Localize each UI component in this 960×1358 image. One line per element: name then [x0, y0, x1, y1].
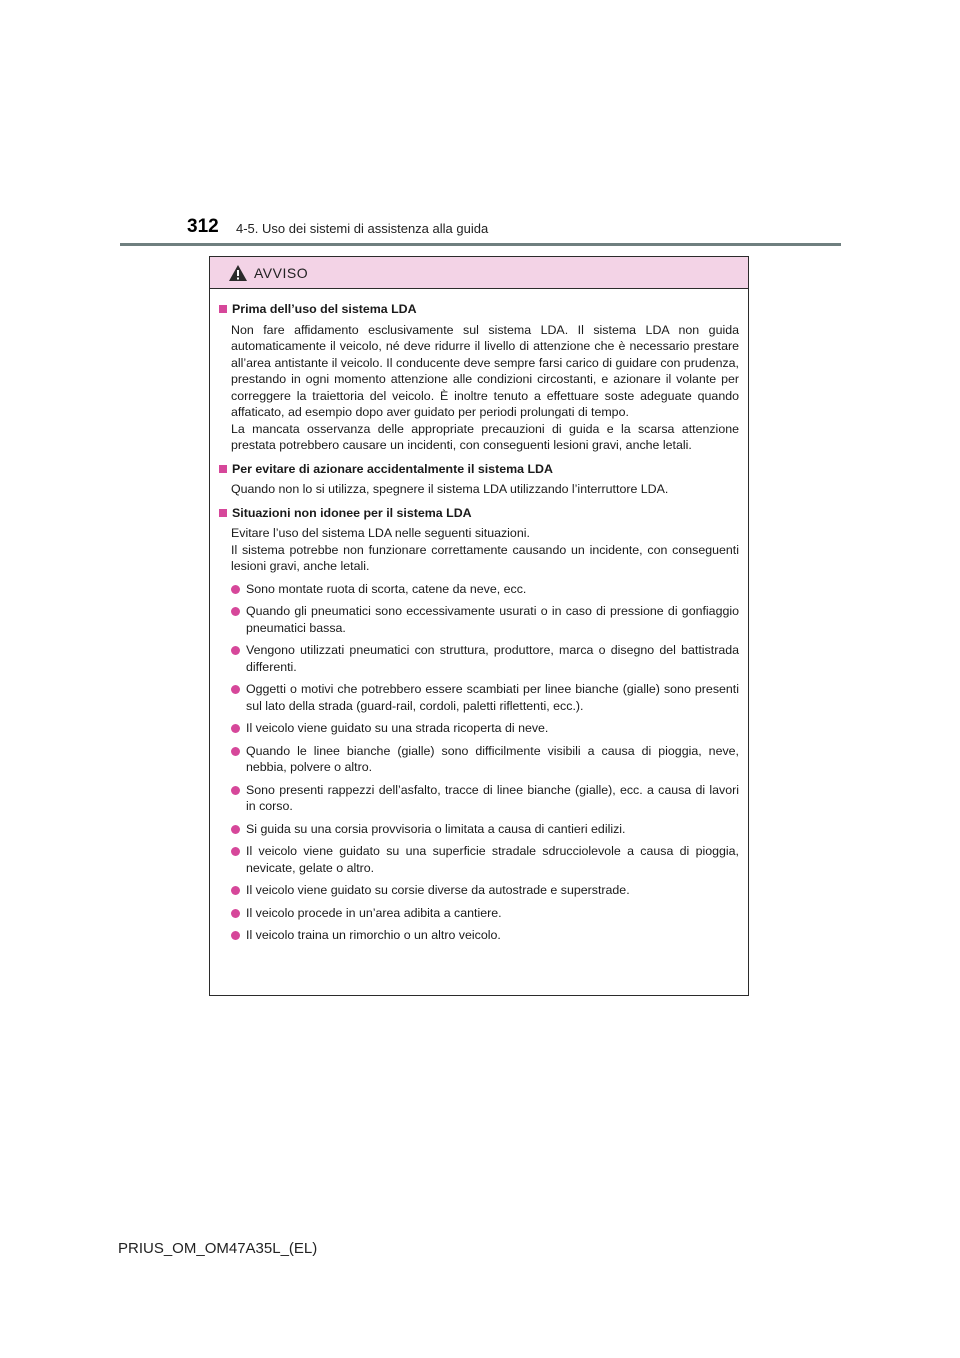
square-bullet-icon	[219, 509, 227, 517]
list-item: Quando le linee bianche (gialle) sono difficilmente visibili a causa di pioggia, neve, nebbia, polvere o altro.	[231, 743, 739, 776]
round-bullet-icon	[231, 786, 240, 795]
warning-box	[209, 256, 749, 996]
round-bullet-icon	[231, 931, 240, 940]
section-paragraph: Quando non lo si utilizza, spegnere il sistema LDA utilizzando l’interruttore LDA.	[231, 482, 669, 496]
round-bullet-icon	[231, 646, 240, 655]
list-item: Quando gli pneumatici sono eccessivamente usurati o in caso di pressione di gonfiaggio pneumatici bassa.	[231, 603, 739, 636]
round-bullet-icon	[231, 747, 240, 756]
section-title: 4-5. Uso dei sistemi di assistenza alla guida	[236, 221, 489, 236]
section-heading	[219, 301, 739, 318]
round-bullet-icon	[231, 909, 240, 918]
section-paragraph: Non fare affidamento esclusivamente sul sistema LDA. Il sistema LDA non guida automaticamente il veicolo, né deve ridurre il livello di attenzione che è necessario prestare all’area antistante il veicolo. Il conducente deve sempre farsi carico di guidare con prudenza, prestando in ogni momento attenzione alle condizioni circostanti, e azionare il volante per correggere la traiettoria del veicolo. È inoltre tenuto a effettuare soste adeguate quando affaticato, ad esempio dopo aver guidato per periodi prolungati di tempo.	[231, 322, 739, 419]
section-heading-text: Per evitare di azionare accidentalmente il sistema LDA	[232, 461, 553, 476]
section-unsuitable-situations	[219, 505, 739, 944]
section-heading-text: Prima dell’uso del sistema LDA	[232, 302, 417, 316]
page-number: 312	[187, 216, 219, 237]
list-item: Il veicolo traina un rimorchio o un altro veicolo.	[231, 927, 739, 944]
round-bullet-icon	[231, 886, 240, 895]
section-heading-text: Situazioni non idonee per il sistema LDA	[232, 505, 472, 520]
list-item: Il veicolo viene guidato su una strada ricoperta di neve.	[231, 720, 739, 737]
section-paragraph: Il sistema potrebbe non funzionare correttamente causando un incidente, con conseguenti lesioni gravi, anche letali.	[231, 542, 739, 573]
list-item: Il veicolo viene guidato su una superficie stradale sdrucciolevole a causa di pioggia, nevicate, gelate o altro.	[231, 843, 739, 876]
warning-body	[210, 289, 748, 944]
square-bullet-icon	[219, 465, 227, 473]
round-bullet-icon	[231, 607, 240, 616]
list-item: Sono presenti rappezzi dell’asfalto, tracce di linee bianche (gialle), ecc. a causa di lavori in corso.	[231, 782, 739, 815]
round-bullet-icon	[231, 585, 240, 594]
list-item: Vengono utilizzati pneumatici con struttura, produttore, marca o disegno del battistrada differenti.	[231, 642, 739, 675]
warning-header	[210, 257, 748, 289]
section-before-use	[219, 301, 739, 454]
section-heading	[219, 461, 739, 478]
section-avoid-accidental-activation	[219, 461, 739, 498]
header-divider	[120, 243, 841, 246]
square-bullet-icon	[219, 305, 227, 313]
warning-title: AVVISO	[254, 264, 309, 281]
list-item: Sono montate ruota di scorta, catene da neve, ecc.	[231, 581, 739, 598]
list-item: Oggetti o motivi che potrebbero essere scambiati per linee bianche (gialle) sono presenti sul lato della strada (guard-rail, cordoli, paletti riflettenti, ecc.).	[231, 681, 739, 714]
list-item: Si guida su una corsia provvisoria o limitata a causa di cantieri edilizi.	[231, 821, 739, 838]
round-bullet-icon	[231, 847, 240, 856]
section-paragraph: Evitare l’uso del sistema LDA nelle seguenti situazioni.	[231, 526, 530, 540]
document-code: PRIUS_OM_OM47A35L_(EL)	[118, 1240, 318, 1257]
round-bullet-icon	[231, 685, 240, 694]
list-item: Il veicolo procede in un’area adibita a cantiere.	[231, 905, 739, 922]
round-bullet-icon	[231, 724, 240, 733]
list-item: Il veicolo viene guidato su corsie diverse da autostrade e superstrade.	[231, 882, 739, 899]
round-bullet-icon	[231, 825, 240, 834]
section-paragraph: La mancata osservanza delle appropriate precauzioni di guida e la scarsa attenzione prestata potrebbero causare un incidenti, con conseguenti lesioni gravi, anche letali.	[231, 421, 739, 452]
section-heading	[219, 505, 739, 522]
warning-triangle-icon	[228, 264, 248, 282]
